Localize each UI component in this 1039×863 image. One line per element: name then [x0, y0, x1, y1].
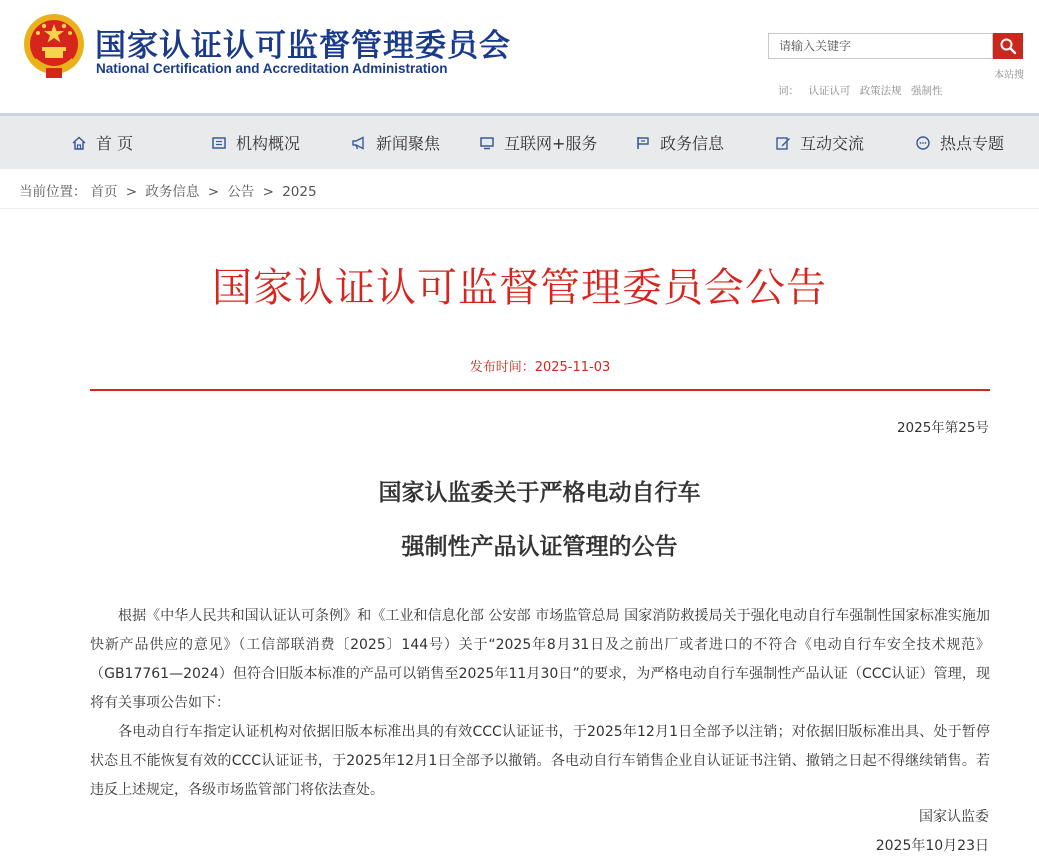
nav-item-label: 政务信息	[660, 134, 725, 153]
nav-item-about[interactable]	[210, 116, 300, 169]
red-divider	[90, 389, 990, 391]
breadcrumb-link-government-info[interactable]: 政务信息	[145, 184, 200, 200]
nav-item-interaction[interactable]	[774, 116, 864, 169]
search-input[interactable]	[768, 33, 993, 59]
body-paragraph: 根据《中华人民共和国认证认可条例》和《工业和信息化部 公安部 市场监管总局 国家消防救援局关于强化电动自行车强制性国家标准实施加快新产品供应的意见》（工信部联消费〔2025〕144号）关于“2025年8月31日及之前出厂或者进口的不符合《电动自行车安全技术规范》（GB17761—2024）但符合旧版本标准的产品可以销售至2025年11月30日”的要求，为严格电动自行车强制性产品认证（CCC认证）管理，现将有关事项公告如下：	[90, 608, 990, 711]
breadcrumb-separator: >	[125, 184, 138, 200]
breadcrumb-prefix: 当前位置：	[19, 184, 87, 200]
nav-item-hot-topics[interactable]	[914, 116, 1004, 169]
hot-words-label: 词：	[778, 85, 799, 97]
breadcrumb-link-year[interactable]: 2025	[282, 184, 317, 200]
monitor-icon	[478, 134, 496, 152]
breadcrumb-separator: >	[262, 184, 274, 200]
nav-item-label: 互联网+服务	[504, 134, 598, 153]
nav-item-label: 互动交流	[800, 134, 865, 153]
hot-word-link[interactable]: 强制性	[911, 85, 943, 97]
breadcrumb-link-home[interactable]: 首页	[90, 184, 118, 200]
main-nav	[0, 113, 1039, 169]
breadcrumb-separator: >	[207, 184, 220, 200]
article-subtitle-line1: 国家认监委关于严格电动自行车	[378, 479, 701, 506]
national-emblem-logo[interactable]	[22, 12, 86, 82]
hot-word-link[interactable]: 政策法规	[859, 85, 902, 97]
nav-item-home[interactable]	[70, 116, 133, 169]
body-paragraph: 各电动自行车指定认证机构对依据旧版本标准出具的有效CCC认证证书，于2025年12月1日全部予以注销；对依据旧版标准出具、处于暂停状态且不能恢复有效的CCC认证证书，于2025年12月1日全部予以撤销。各电动自行车销售企业自认证证书注销、撤销之日起不得继续销售。若违反上述规定，各级市场监管部门将依法查处。	[90, 724, 990, 798]
edit-icon	[774, 134, 792, 152]
site-title-chinese: 国家认证认可监督管理委员会	[95, 28, 511, 64]
nav-item-label: 首 页	[96, 134, 134, 153]
site-title-english: National Certification and Accreditation Administration	[96, 61, 448, 76]
breadcrumb	[19, 180, 321, 200]
flag-icon	[634, 134, 652, 152]
hot-words	[778, 83, 949, 98]
site-header	[0, 0, 1039, 113]
nav-item-online-services[interactable]	[478, 116, 597, 169]
article-subtitle-line2: 强制性产品认证管理的公告	[401, 533, 678, 560]
chat-icon	[914, 134, 932, 152]
list-icon	[210, 134, 228, 152]
sign-date: 2025年10月23日	[875, 838, 989, 854]
document-number: 2025年第25号	[896, 420, 989, 436]
nav-item-label: 机构概况	[236, 134, 301, 153]
publish-time: 发布时间：2025-11-03	[469, 360, 611, 375]
breadcrumb-link-announcement[interactable]: 公告	[227, 184, 255, 200]
article-heading: 国家认证认可监督管理委员会公告	[212, 265, 827, 311]
hot-word-link[interactable]: 认证认可	[808, 85, 851, 97]
nav-item-news[interactable]	[350, 116, 440, 169]
nav-item-government-info[interactable]	[634, 116, 724, 169]
megaphone-icon	[350, 134, 368, 152]
nav-item-label: 热点专题	[940, 134, 1005, 153]
search-scope-label: 本站搜	[994, 70, 1024, 81]
search-button[interactable]	[993, 33, 1023, 59]
nav-item-label: 新闻聚焦	[376, 134, 441, 153]
divider	[0, 208, 1039, 209]
signer: 国家认监委	[919, 809, 989, 825]
article-body	[90, 602, 990, 805]
search-icon	[999, 37, 1017, 55]
home-icon	[70, 134, 88, 152]
